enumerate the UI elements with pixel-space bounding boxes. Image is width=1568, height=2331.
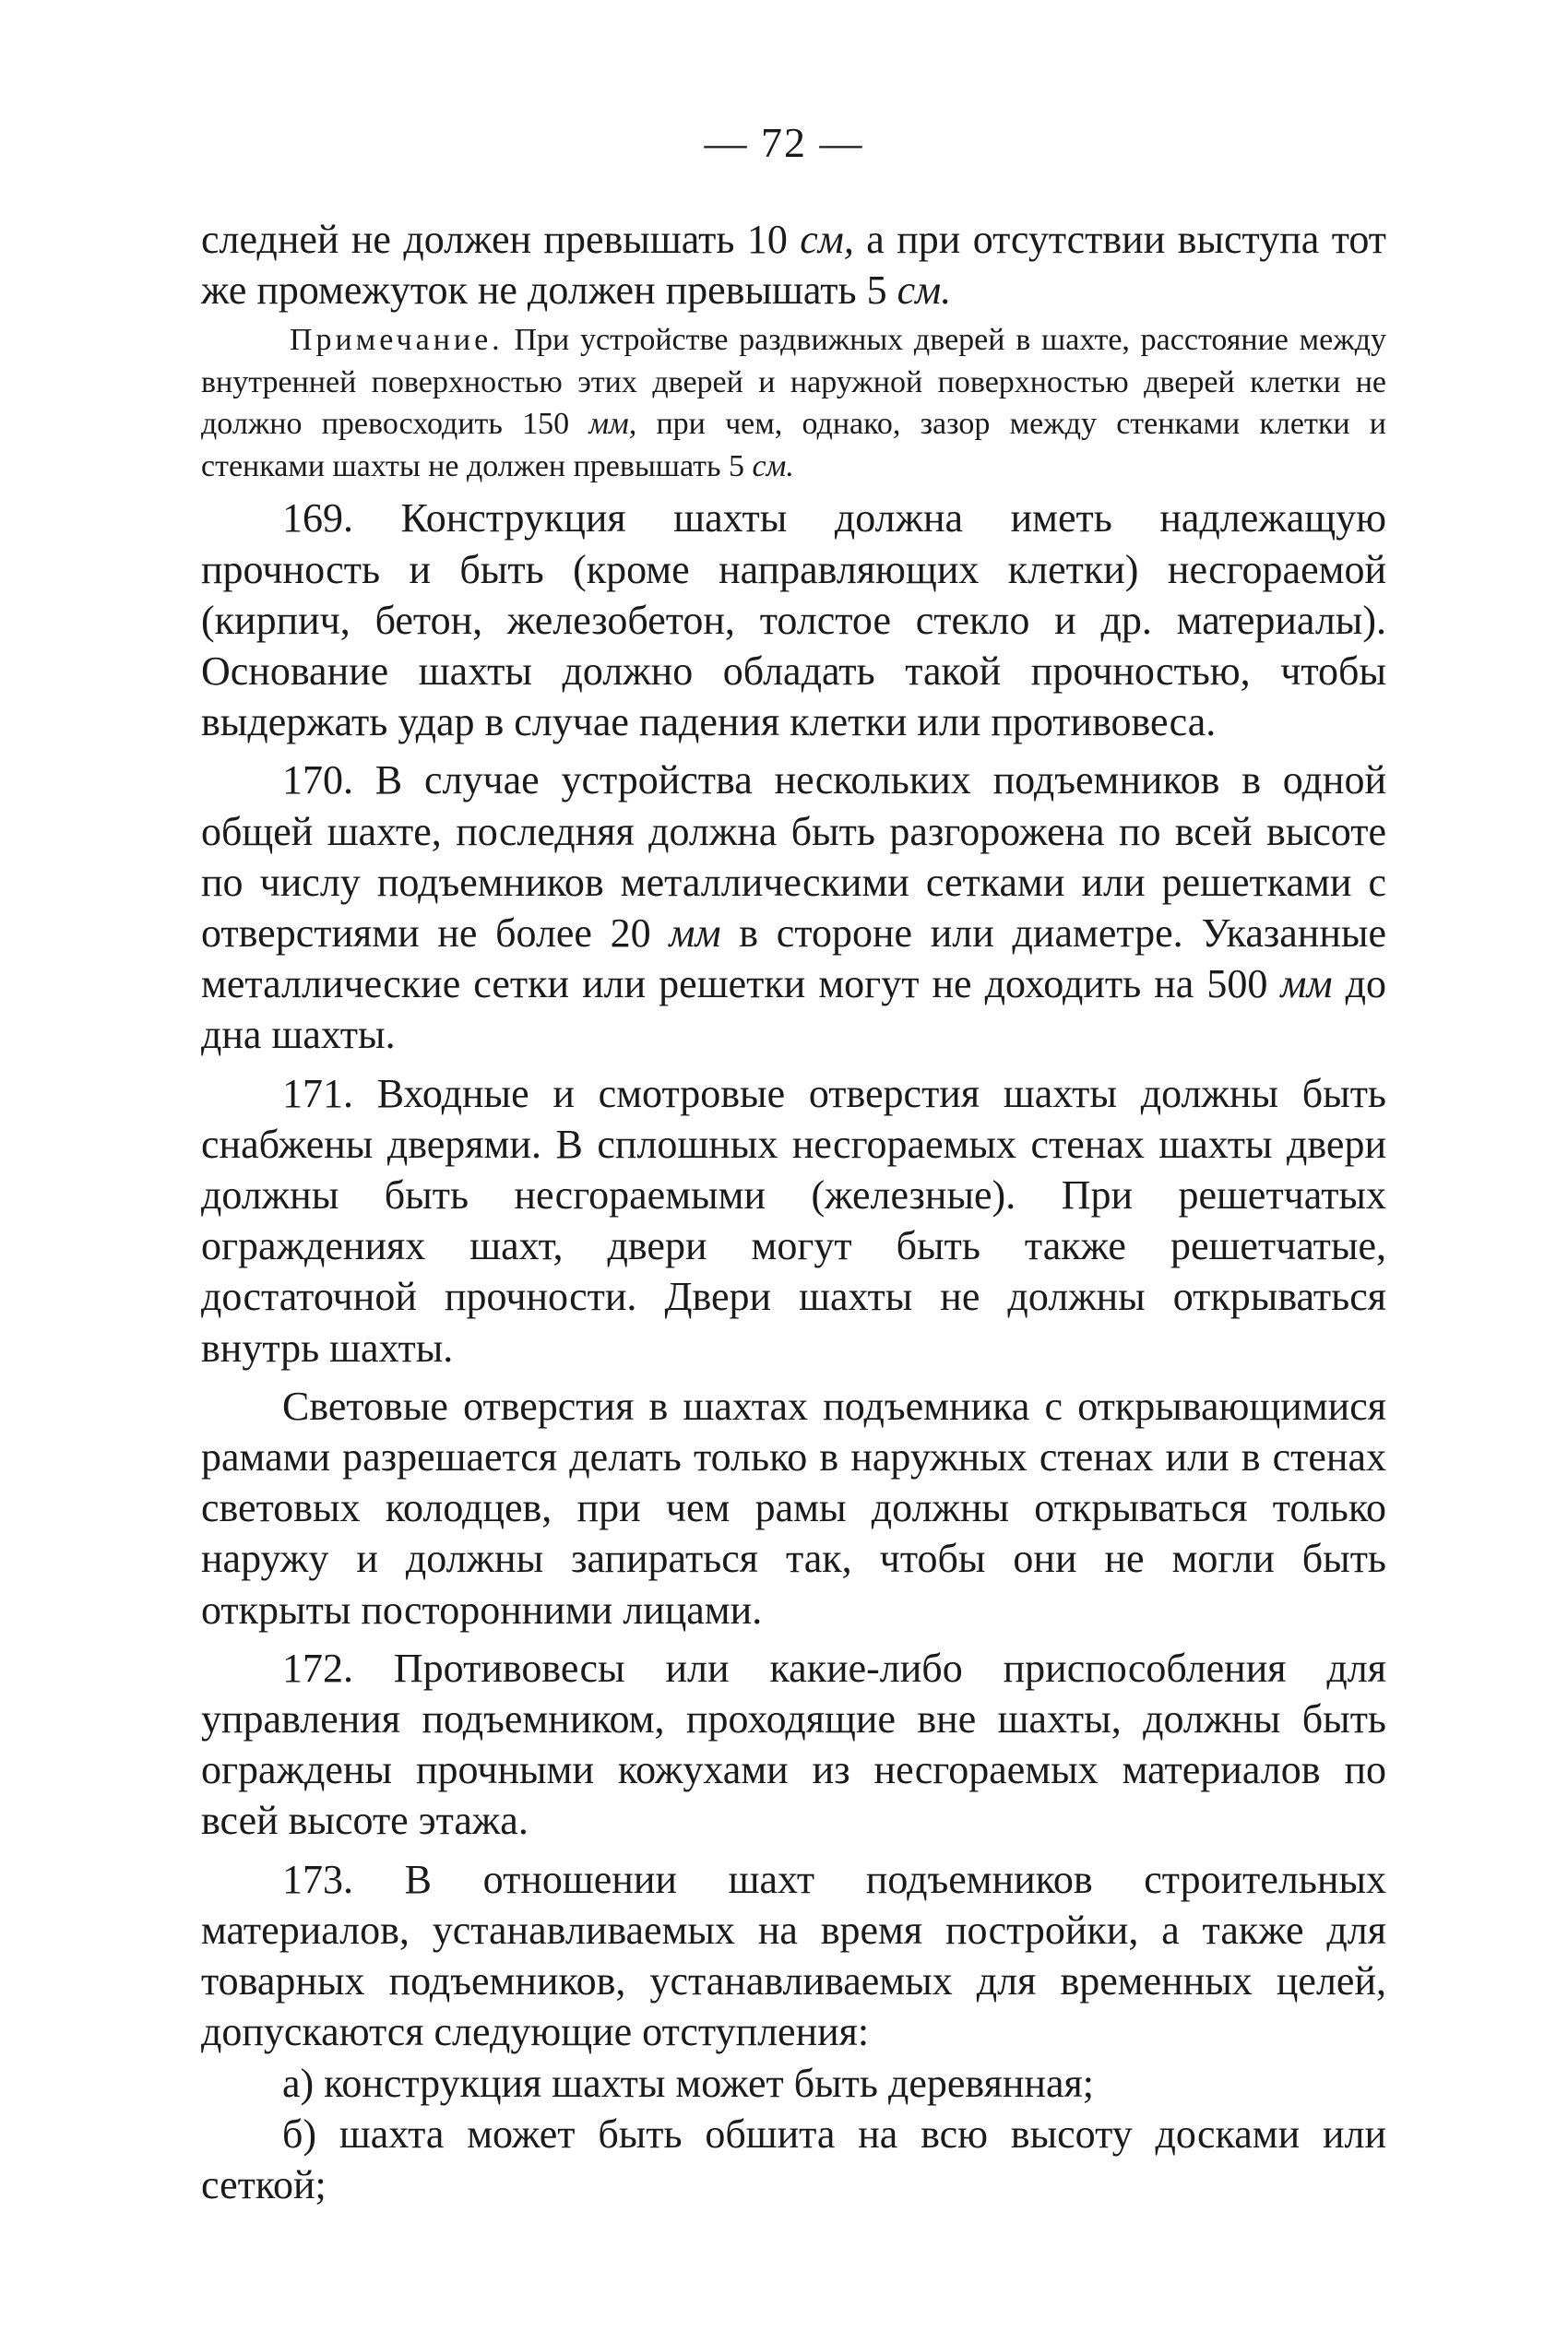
unit-label: мм: [1280, 961, 1333, 1007]
unit-label: мм,: [588, 407, 637, 442]
paragraph-169: 169. Конструкция шахты должна иметь надлежащую прочность и быть (кроме направляющих клетки) несгораемой (кирпич, бетон, железобетон, толстое стекло и др. материалы). Основание шахты должно обладать такой прочностью, чтобы выдержать удар в случае падения клетки или противовеса.: [201, 495, 1386, 745]
unit-label: мм: [669, 910, 721, 957]
paragraph-172: 172. Противовесы или какие-либо приспособления для управления подъемником, проходящие вне шахты, должны быть ограждены прочными кожухами из несгораемых материалов по всей высоте этажа.: [201, 1645, 1386, 1844]
note-paragraph: Примечание. При устройстве раздвижных дверей в шахте, расстояние между внутренней поверхностью этих дверей и наружной поверхностью дверей клетки не должно превосходить 150 мм, при чем, однако, зазор между стенками клетки и стенками шахты не должен превышать 5 см.: [201, 323, 1387, 483]
list-item-a: а) конструкция шахты может быть деревянная;: [282, 2060, 1094, 2106]
list-item-b: б) шахта может быть обшита на всю высоту досками или сеткой;: [201, 2111, 1386, 2207]
note-label: Примечание.: [290, 323, 504, 358]
paragraph-intro: следней не должен превышать 10 см, а при отсутствии выступа тот же промежуток не должен превышать 5 см.: [201, 217, 1386, 314]
paragraph-173: 173. В отношении шахт подъемников строительных материалов, устанавливаемых на время постройки, а также для товарных подъемников, устанавливаемых для временных целей, допускаются следующие отступления:: [201, 1856, 1386, 2055]
unit-label: см.: [897, 268, 952, 314]
body-text: [201, 214, 1386, 2210]
unit-label: см.: [752, 448, 794, 483]
paragraph-171-light-openings: Световые отверстия в шахтах подъемника с открывающимися рамами разрешается делать только в наружных стенах или в стенах световых колодцев, при чем рамы должны открываться только наружу и должны запираться так, чтобы они не могли быть открыты посторонними лицами.: [201, 1383, 1386, 1633]
page-number: — 72 —: [704, 119, 864, 166]
paragraph-170: 170. В случае устройства нескольких подъемников в одной общей шахте, последняя должна быть разгорожена по всей высоте по числу подъемников металлическими сетками или решетками с отверстиями не более 20 мм в стороне или диаметре. Указанные металлические сетки или решетки могут не доходить на 500 мм до дна шахты.: [201, 757, 1386, 1058]
paragraph-171: 171. Входные и смотровые отверстия шахты должны быть снабжены дверями. В сплошных несгораемых стенах шахты двери должны быть несгораемыми (железные). При решетчатых ограждениях шахт, двери могут быть также решетчатые, достаточной прочности. Двери шахты не должны открываться внутрь шахты.: [201, 1070, 1386, 1371]
unit-label: см,: [800, 217, 854, 262]
